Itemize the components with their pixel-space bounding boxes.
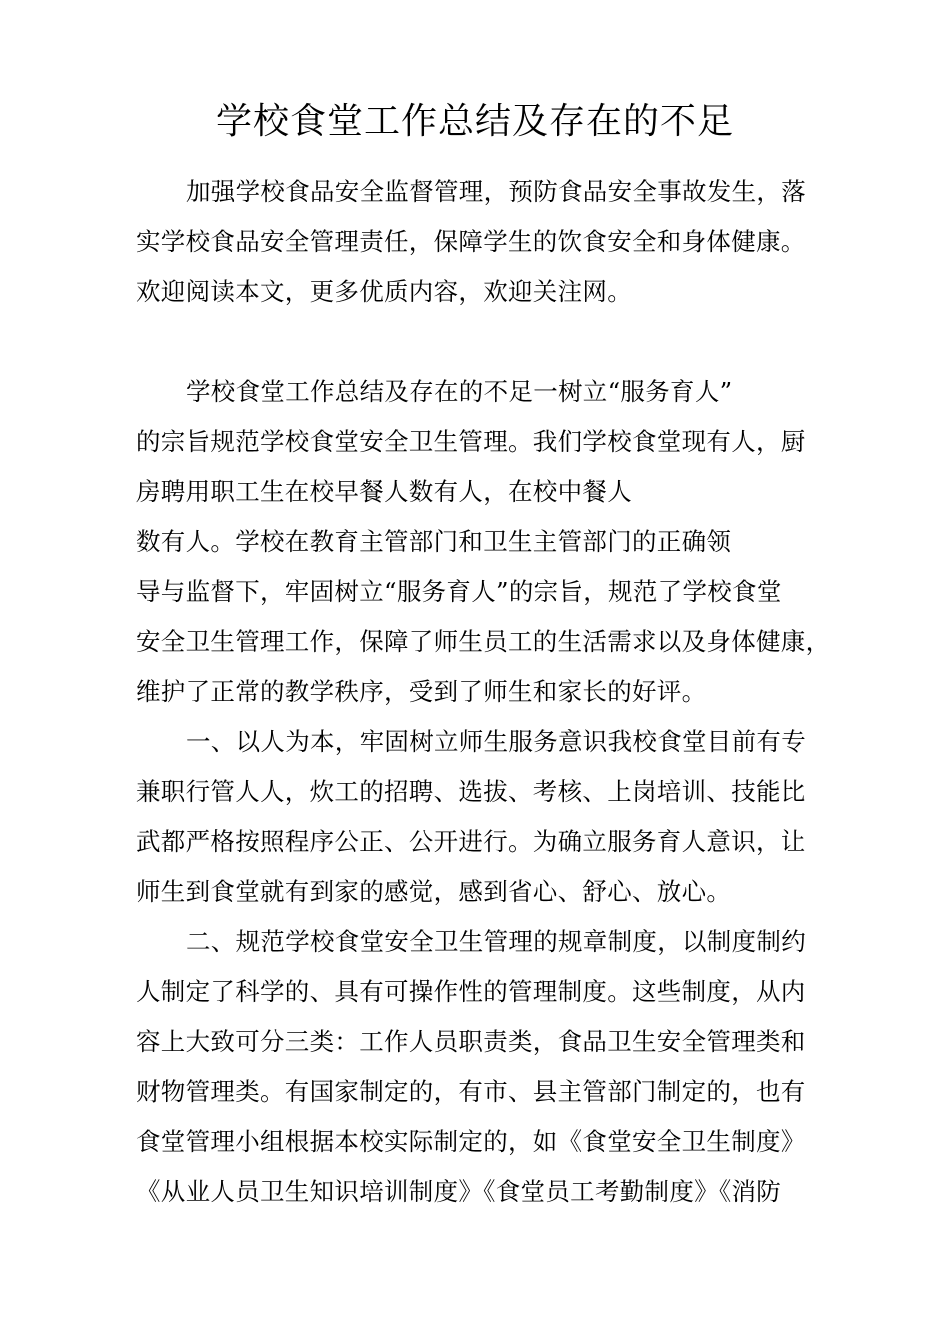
paragraph-line: 的宗旨规范学校食堂安全卫生管理。我们学校食堂现有人，厨 [136,427,806,456]
paragraph-line: 师生到食堂就有到家的感觉，感到省心、舒心、放心。 [136,877,732,906]
paragraph-line: 数有人。学校在教育主管部门和卫生主管部门的正确领 [136,527,732,556]
paragraph-line: 二、规范学校食堂安全卫生管理的规章制度，以制度制约 [186,927,806,956]
paragraph-line: 安全卫生管理工作，保障了师生员工的生活需求以及身体健康， [136,627,831,656]
paragraph-line: 食堂管理小组根据本校实际制定的，如《食堂安全卫生制度》 [136,1127,806,1156]
paragraph-line: 学校食堂工作总结及存在的不足一树立“服务育人” [186,377,733,406]
paragraph-line: 《从业人员卫生知识培训制度》《食堂员工考勤制度》《消防 [136,1177,782,1206]
paragraph-line: 维护了正常的教学秩序，受到了师生和家长的好评。 [136,677,707,706]
paragraph-line: 人制定了科学的、具有可操作性的管理制度。这些制度，从内 [136,977,806,1006]
paragraph-line: 加强学校食品安全监督管理，预防食品安全事故发生，落 [186,177,806,206]
paragraph-line: 财物管理类。有国家制定的，有市、县主管部门制定的，也有 [136,1077,806,1106]
paragraph-line: 房聘用职工生在校早餐人数有人，在校中餐人 [136,477,632,506]
paragraph-line: 一、以人为本，牢固树立师生服务意识我校食堂目前有专 [186,727,806,756]
paragraph-line: 导与监督下，牢固树立“服务育人”的宗旨，规范了学校食堂 [136,577,782,606]
paragraph-line: 容上大致可分三类：工作人员职责类，食品卫生安全管理类和 [136,1027,806,1056]
paragraph-line: 兼职行管人人，炊工的招聘、选拔、考核、上岗培训、技能比 [136,777,806,806]
document-title: 学校食堂工作总结及存在的不足 [215,101,734,142]
paragraph-line: 武都严格按照程序公正、公开进行。为确立服务育人意识，让 [136,827,806,856]
paragraph-line: 实学校食品安全管理责任，保障学生的饮食安全和身体健康。 [136,227,806,256]
paragraph-line: 欢迎阅读本文，更多优质内容，欢迎关注网。 [136,277,632,306]
